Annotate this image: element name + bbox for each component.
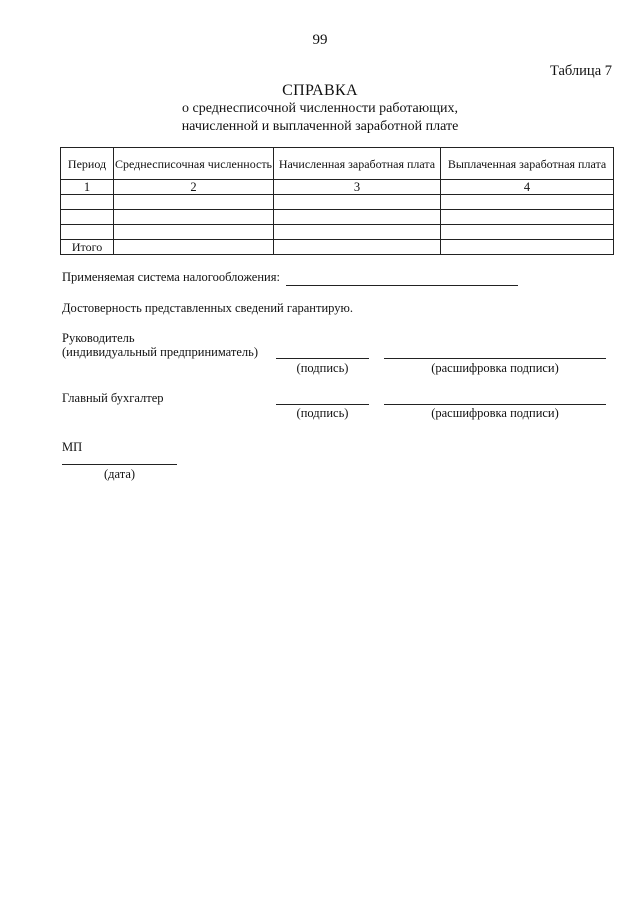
subtitle-line-2: начисленной и выплаченной заработной плате bbox=[181, 119, 459, 134]
accountant-decoding-caption: (расшифровка подписи) bbox=[431, 406, 559, 420]
accountant-signature-caption: (подпись) bbox=[296, 406, 349, 420]
table-row bbox=[61, 210, 614, 225]
chief-accountant-label: Главный бухгалтер bbox=[62, 391, 164, 405]
accountant-signature-field[interactable] bbox=[276, 404, 369, 405]
head-sublabel: (индивидуальный предприниматель) bbox=[62, 345, 258, 359]
head-signature-field[interactable] bbox=[276, 358, 369, 359]
date-field[interactable] bbox=[62, 464, 177, 465]
accountant-decoding-field[interactable] bbox=[384, 404, 606, 405]
table-cell[interactable] bbox=[114, 240, 274, 255]
table-cell[interactable] bbox=[61, 195, 114, 210]
table-cell[interactable] bbox=[61, 225, 114, 240]
document-title: СПРАВКА bbox=[282, 82, 358, 99]
header-accrued-wages: Начисленная заработная плата bbox=[274, 148, 441, 180]
date-caption: (дата) bbox=[103, 467, 136, 481]
column-number: 2 bbox=[114, 180, 274, 195]
document-subtitle bbox=[0, 100, 640, 136]
table-header-row bbox=[61, 148, 614, 180]
subtitle-line-1: о среднесписочной численности работающих, bbox=[182, 101, 458, 116]
tax-system-field[interactable] bbox=[286, 285, 518, 286]
report-table bbox=[60, 147, 614, 255]
column-number: 1 bbox=[61, 180, 114, 195]
table-cell[interactable] bbox=[441, 240, 614, 255]
table-cell[interactable] bbox=[114, 210, 274, 225]
table-cell[interactable] bbox=[274, 210, 441, 225]
column-number: 3 bbox=[274, 180, 441, 195]
total-label: Итого bbox=[61, 240, 114, 255]
table-cell[interactable] bbox=[61, 210, 114, 225]
head-decoding-caption: (расшифровка подписи) bbox=[431, 361, 559, 375]
page-number: 99 bbox=[312, 32, 328, 48]
head-decoding-field[interactable] bbox=[384, 358, 606, 359]
table-cell[interactable] bbox=[441, 225, 614, 240]
table-cell[interactable] bbox=[441, 210, 614, 225]
total-row bbox=[61, 240, 614, 255]
table-cell[interactable] bbox=[114, 195, 274, 210]
table-cell[interactable] bbox=[274, 195, 441, 210]
stamp-label: МП bbox=[62, 440, 83, 454]
tax-system-label: Применяемая система налогообложения: bbox=[62, 270, 280, 284]
table-cell[interactable] bbox=[441, 195, 614, 210]
guarantee-statement: Достоверность представленных сведений гарантирую. bbox=[62, 301, 353, 315]
table-number-label: Таблица 7 bbox=[549, 63, 612, 79]
head-signature-caption: (подпись) bbox=[296, 361, 349, 375]
header-period: Период bbox=[61, 148, 114, 180]
table-cell[interactable] bbox=[114, 225, 274, 240]
column-number-row bbox=[61, 180, 614, 195]
table-cell[interactable] bbox=[274, 240, 441, 255]
table-cell[interactable] bbox=[274, 225, 441, 240]
column-number: 4 bbox=[441, 180, 614, 195]
header-paid-wages: Выплаченная заработная плата bbox=[441, 148, 614, 180]
table-row bbox=[61, 195, 614, 210]
table-row bbox=[61, 225, 614, 240]
header-average-headcount: Среднесписочная численность bbox=[114, 148, 274, 180]
head-label: Руководитель bbox=[62, 331, 135, 345]
